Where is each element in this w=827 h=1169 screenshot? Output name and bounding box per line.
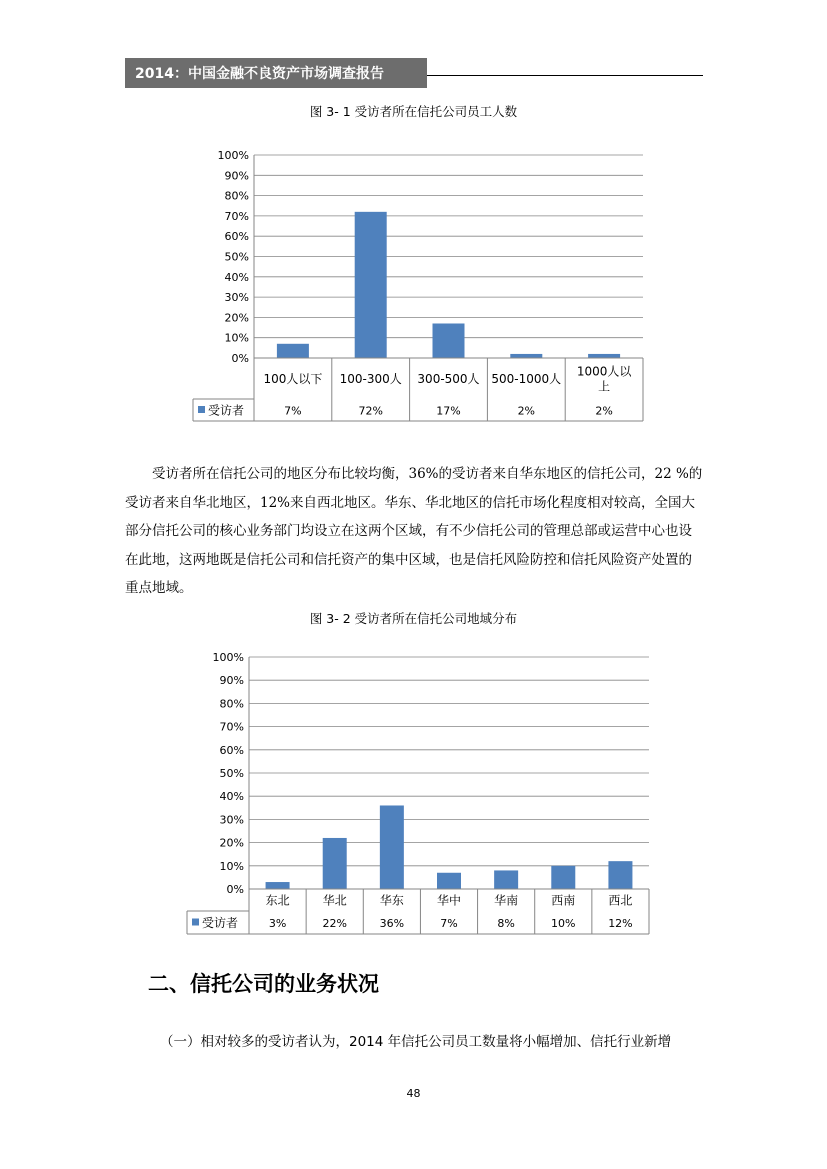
header-title: 2014：中国金融不良资产市场调查报告: [135, 66, 384, 82]
y-tick-label: 30%: [219, 813, 244, 827]
bar: [355, 212, 387, 358]
data-label: 8%: [497, 917, 515, 930]
y-tick-label: 70%: [224, 209, 249, 223]
y-tick-label: 0%: [226, 883, 244, 896]
y-tick-label: 100%: [212, 651, 244, 664]
bar: [510, 354, 542, 358]
legend-label: 受访者: [208, 403, 245, 418]
category-label: 华北: [322, 893, 347, 908]
bar: [551, 866, 575, 889]
category-label: 300-500人: [417, 372, 480, 386]
category-label: 西北: [608, 893, 633, 908]
bar: [437, 873, 461, 889]
body-paragraph: [125, 460, 705, 603]
y-tick-label: 70%: [219, 720, 244, 734]
data-label: 72%: [358, 404, 383, 418]
y-tick-label: 30%: [224, 291, 249, 305]
y-tick-label: 100%: [217, 149, 249, 162]
data-label: 2%: [595, 404, 613, 418]
y-tick-label: 80%: [219, 697, 244, 711]
data-label: 17%: [436, 404, 461, 418]
bar: [433, 323, 465, 358]
subsection-text: （一）相对较多的受访者认为，2014 年信托公司员工数量将小幅增加、信托行业新增: [160, 1034, 672, 1050]
y-tick-label: 20%: [224, 311, 249, 325]
category-label: 华南: [494, 893, 519, 908]
y-tick-label: 20%: [219, 836, 244, 850]
y-tick-label: 60%: [224, 230, 249, 244]
y-tick-label: 10%: [224, 331, 249, 345]
data-label: 7%: [440, 917, 458, 930]
figure2-caption: 图 3- 2 受访者所在信托公司地域分布: [309, 611, 518, 626]
legend-label: 受访者: [202, 916, 239, 930]
section-heading: 二、信托公司的业务状况: [148, 972, 379, 996]
bar: [266, 882, 290, 889]
bar: [380, 805, 404, 889]
paragraph-text: 受访者所在信托公司的地区分布比较均衡，36%的受访者来自华东地区的信托公司，22 %的受访者来自华北地区，12%来自西北地区。华东、华北地区的信托市场化程度相对较高，全国大部分信托公司的核心业务部门均设立在这两个区域，有不少信托公司的管理总部或运营中心也设在此地，这两地既是信托公司和信托资产的集中区域，也是信托风险防控和信托风险资产处置的重点地域。: [125, 466, 703, 596]
y-tick-label: 10%: [219, 859, 244, 873]
bar: [588, 354, 620, 358]
page-number: 48: [406, 1087, 421, 1100]
y-tick-label: 80%: [224, 189, 249, 203]
y-tick-label: 90%: [219, 674, 244, 688]
y-tick-label: 50%: [224, 250, 249, 264]
y-tick-label: 90%: [224, 169, 249, 183]
category-label: 华东: [379, 893, 404, 908]
bar: [277, 344, 309, 358]
data-label: 36%: [379, 917, 405, 930]
figure1-caption: 图 3- 1 受访者所在信托公司员工人数: [309, 104, 518, 119]
data-label: 2%: [517, 404, 536, 418]
data-label: 22%: [322, 917, 347, 930]
y-tick-label: 40%: [224, 270, 249, 284]
data-label: 3%: [268, 917, 287, 930]
category-label: 华中: [436, 893, 462, 908]
data-label: 10%: [551, 917, 576, 930]
bar: [494, 870, 518, 889]
y-tick-label: 0%: [231, 352, 249, 365]
header-rule: [427, 75, 703, 76]
category-label: 西南: [551, 893, 576, 908]
y-tick-label: 60%: [219, 743, 244, 757]
category-label: 100人以下: [263, 372, 323, 386]
data-label: 7%: [284, 404, 302, 418]
y-tick-label: 50%: [219, 767, 244, 780]
category-label: 100-300人: [339, 372, 402, 386]
category-label: 1000人以上: [576, 364, 632, 394]
category-label: 500-1000人: [491, 372, 562, 386]
bar: [608, 861, 632, 889]
y-tick-label: 40%: [219, 790, 244, 804]
legend-swatch: [198, 406, 205, 413]
legend-swatch: [192, 919, 199, 926]
data-label: 12%: [608, 917, 633, 930]
bar: [323, 838, 347, 889]
category-label: 东北: [265, 893, 290, 908]
